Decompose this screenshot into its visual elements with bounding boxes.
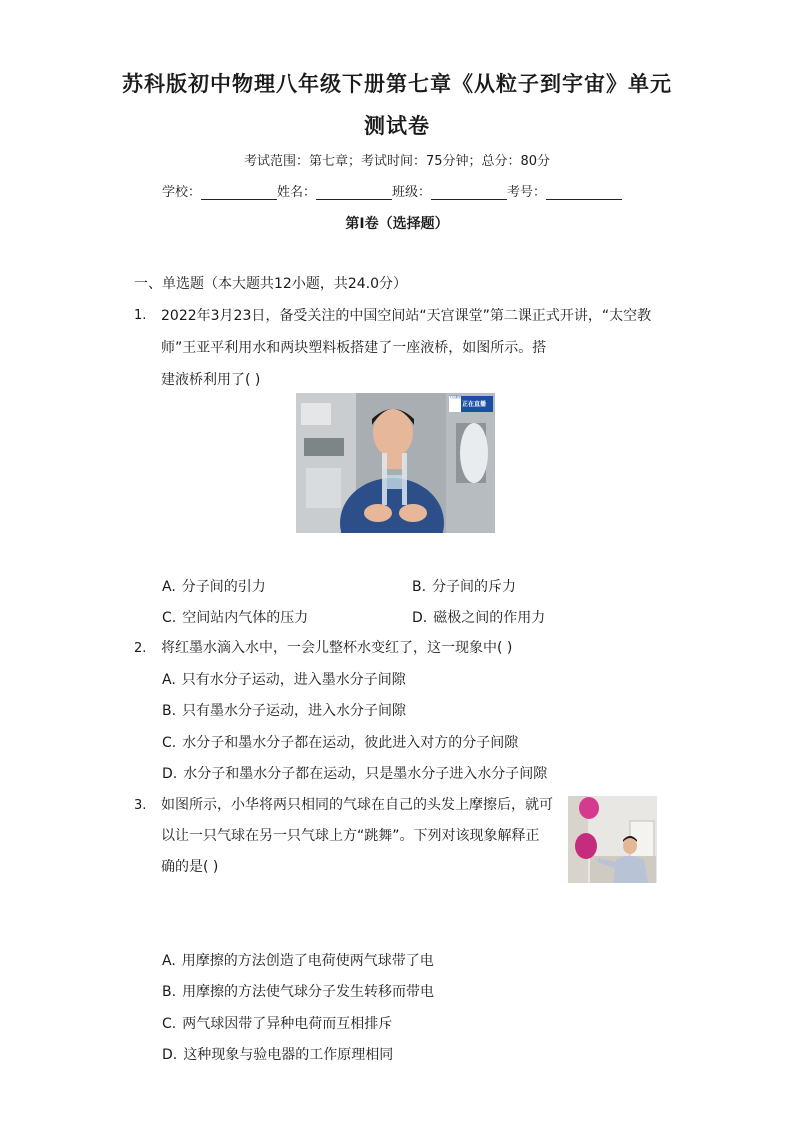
school-blank[interactable] (201, 185, 277, 200)
question-text: 师”王亚平利用水和两块塑料板搭建了一座液桥，如图所示。搭 (161, 340, 547, 356)
option-text: 磁极之间的作用力 (433, 610, 546, 626)
question-number: 1. (134, 308, 147, 323)
option-text: 用摩擦的方法使气球分子发生转移而带电 (182, 984, 435, 1000)
class-label: 班级： (392, 185, 432, 200)
option-key: A. (162, 579, 176, 595)
option-text: 空间站内气体的压力 (182, 610, 309, 626)
option-text: 分子间的引力 (181, 579, 266, 595)
option-d[interactable] (412, 607, 545, 627)
option-key: A. (162, 953, 176, 969)
option-text: 用摩擦的方法创造了电荷使两气球带了电 (181, 953, 434, 969)
option-key: D. (412, 610, 428, 626)
option-text: 水分子和墨水分子都在运动，只是墨水分子进入水分子间隙 (183, 766, 548, 782)
option-text: 只有水分子运动，进入墨水分子间隙 (181, 672, 406, 688)
option-d[interactable] (162, 1044, 393, 1064)
question-number: 2. (134, 641, 147, 656)
option-c[interactable] (162, 1013, 392, 1033)
option-key: D. (162, 766, 178, 782)
option-d[interactable] (162, 763, 547, 783)
question-text: 如图所示，小华将两只相同的气球在自己的头发上摩擦后，就可 (161, 797, 553, 813)
question-text: 将红墨水滴入水中，一会儿整杯水变红了，这一现象中( ) (161, 640, 513, 656)
exam-title-line1: 苏科版初中物理八年级下册第七章《从粒子到宇宙》单元 (122, 71, 672, 96)
name-blank[interactable] (316, 185, 392, 200)
option-a[interactable] (162, 950, 434, 970)
option-key: B. (412, 579, 427, 595)
question-text: 建液桥利用了( ) (161, 372, 261, 388)
option-a[interactable] (162, 669, 406, 689)
class-blank[interactable] (431, 185, 507, 200)
question-number: 3. (134, 798, 147, 813)
option-b[interactable] (162, 700, 406, 720)
option-key: A. (162, 672, 176, 688)
student-info-row (162, 181, 622, 200)
option-text: 这种现象与验电器的工作原理相同 (183, 1047, 394, 1063)
broadcast-logo: 天宫课堂 (449, 395, 461, 399)
exam-info: 考试范围：第七章；考试时间：75分钟；总分：80分 (243, 154, 551, 169)
option-key: D. (162, 1047, 178, 1063)
option-b[interactable] (412, 576, 516, 596)
question-text: 以让一只气球在另一只气球上方“跳舞”。下列对该现象解释正 (161, 828, 540, 844)
option-a[interactable] (162, 576, 266, 596)
option-key: C. (162, 610, 177, 626)
balloon-photo (568, 796, 657, 883)
name-label: 姓名： (277, 185, 317, 200)
question-text: 确的是( ) (161, 859, 219, 875)
volume-label: 第I卷（选择题） (345, 216, 449, 232)
school-label: 学校： (162, 185, 202, 200)
live-badge: 正在直播 (462, 401, 487, 408)
option-key: B. (162, 703, 177, 719)
question-text: 2022年3月23日，备受关注的中国空间站“天宫课堂”第二课正式开讲，“太空教 (161, 308, 652, 324)
option-key: B. (162, 984, 177, 1000)
option-c[interactable] (162, 732, 518, 752)
option-text: 只有墨水分子运动，进入水分子间隙 (182, 703, 407, 719)
option-c[interactable] (162, 607, 308, 627)
option-text: 分子间的斥力 (432, 579, 517, 595)
section-heading: 一、单选题（本大题共12小题，共24.0分） (134, 276, 407, 292)
option-text: 两气球因带了异种电荷而互相排斥 (182, 1016, 393, 1032)
exam-title-line2: 测试卷 (364, 113, 430, 138)
option-b[interactable] (162, 981, 434, 1001)
option-key: C. (162, 1016, 177, 1032)
number-label: 考号： (507, 185, 547, 200)
space-station-photo (296, 393, 495, 533)
number-blank[interactable] (546, 185, 622, 200)
option-text: 水分子和墨水分子都在运动，彼此进入对方的分子间隙 (182, 735, 519, 751)
option-key: C. (162, 735, 177, 751)
